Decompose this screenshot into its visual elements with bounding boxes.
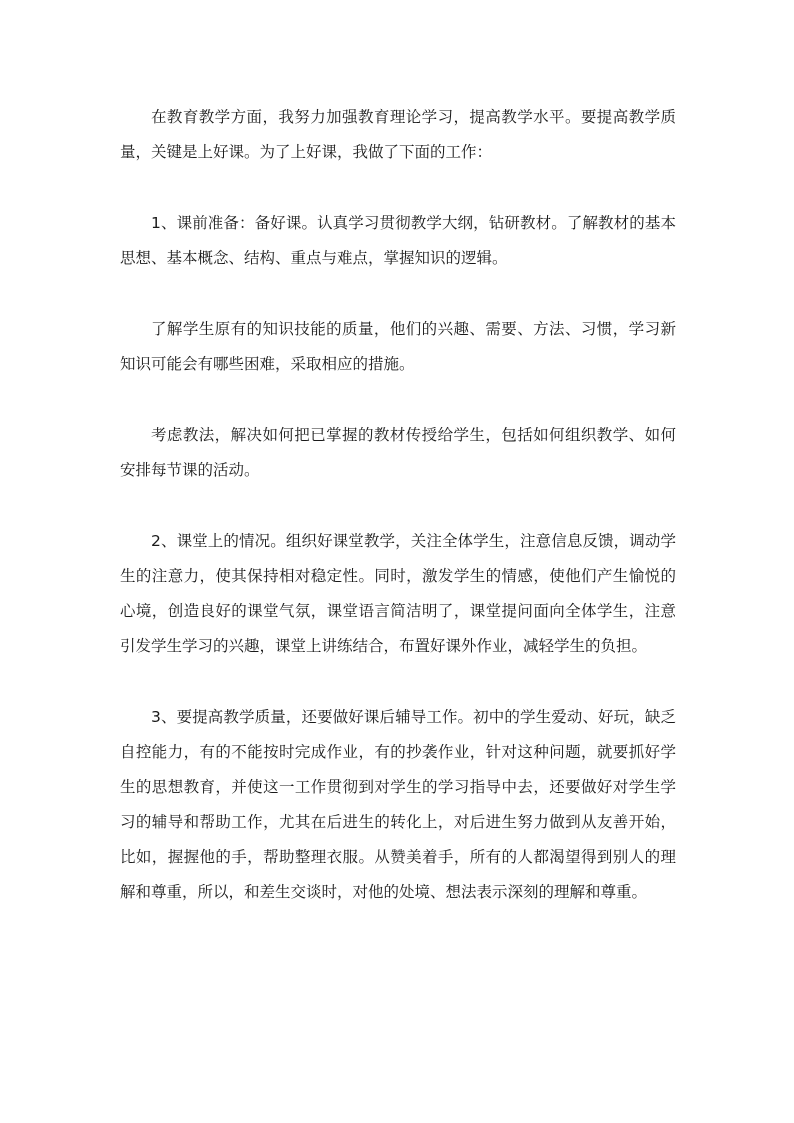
paragraph-intro: 在教育教学方面，我努力加强教育理论学习，提高教学水平。要提高教学质量，关键是上好课。为了上好课，我做了下面的工作： <box>120 108 676 161</box>
paragraph-after-class-tutoring: 3、要提高教学质量，还要做好课后辅导工作。初中的学生爱动、好玩，缺乏自控能力，有的不能按时完成作业，有的抄袭作业，针对这种问题，就要抓好学生的思想教育，并使这一工作贯彻到对学生的学习指导中去，还要做好对学生学习的辅导和帮助工作，尤其在后进生的转化上，对后进生努力做到从友善开始，比如，握握他的手，帮助整理衣服。从赞美着手，所有的人都渴望得到别人的理解和尊重，所以，和差生交谈时，对他的处境、想法表示深刻的理解和尊重。 <box>120 708 676 901</box>
paragraph-lesson-preparation: 1、课前准备：备好课。认真学习贯彻教学大纲，钻研教材。了解教材的基本思想、基本概念、结构、重点与难点，掌握知识的逻辑。 <box>120 214 676 267</box>
paragraph-student-knowledge: 了解学生原有的知识技能的质量，他们的兴趣、需要、方法、习惯，学习新知识可能会有哪些困难，采取相应的措施。 <box>120 320 676 373</box>
paragraph-classroom: 2、课堂上的情况。组织好课堂教学，关注全体学生，注意信息反馈，调动学生的注意力，使其保持相对稳定性。同时，激发学生的情感，使他们产生愉悦的心境，创造良好的课堂气氛，课堂语言简洁明了，课堂提问面向全体学生，注意引发学生学习的兴趣，课堂上讲练结合，布置好课外作业，减轻学生的负担。 <box>120 532 676 655</box>
document-page <box>120 100 676 946</box>
paragraph-teaching-methods: 考虑教法，解决如何把已掌握的教材传授给学生，包括如何组织教学、如何安排每节课的活动。 <box>120 426 676 479</box>
